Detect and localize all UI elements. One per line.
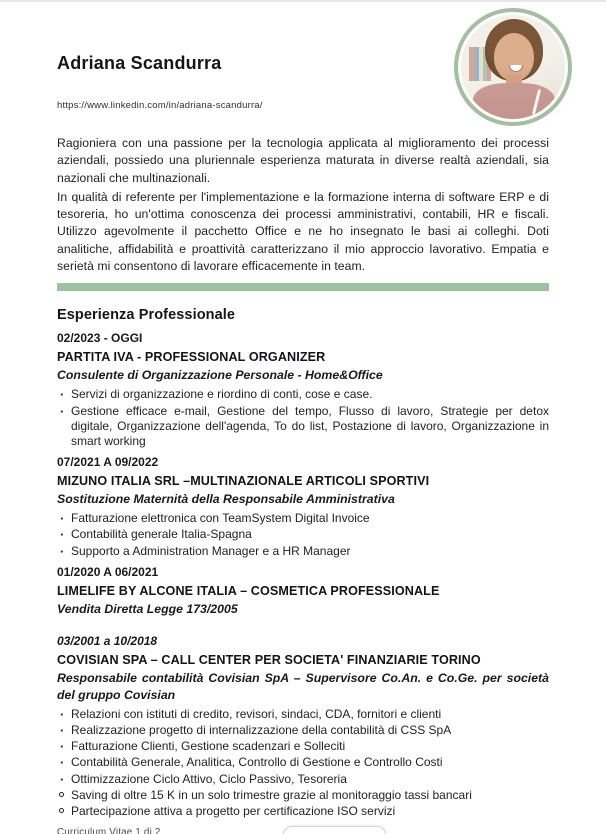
list-item xyxy=(59,527,549,542)
list-item xyxy=(59,544,549,559)
job-company: MIZUNO ITALIA SRL –MULTINAZIONALE ARTICOLI SPORTIVI xyxy=(57,474,430,489)
job-company: COVISIAN SPA – CALL CENTER PER SOCIETA' FINANZIARIE TORINO xyxy=(57,652,481,667)
job-entry xyxy=(57,330,549,449)
job-entry xyxy=(57,633,549,819)
job-dates: 03/2001 a 10/2018 xyxy=(57,633,158,648)
job-entry xyxy=(57,564,549,618)
job-company: PARTITA IVA - PROFESSIONAL ORGANIZER xyxy=(57,350,326,365)
bullet-marker-icon xyxy=(59,387,69,402)
list-item xyxy=(59,755,549,770)
cv-content-column xyxy=(57,0,549,820)
job-bullet-list xyxy=(57,707,549,819)
list-item xyxy=(59,739,549,754)
bullet-marker-icon xyxy=(59,755,69,770)
bullet-marker-icon xyxy=(59,788,69,803)
section-divider xyxy=(57,283,549,291)
list-item-text: Fatturazione Clienti, Gestione scadenzari e Solleciti xyxy=(71,739,346,754)
list-item xyxy=(59,772,549,787)
experience-section-title: Esperienza Professionale xyxy=(57,307,236,324)
page-title: Adriana Scandurra xyxy=(57,53,222,73)
list-item xyxy=(59,404,549,450)
list-item-text: Realizzazione progetto di internalizzazione della contabilità di CSS SpA xyxy=(71,723,452,737)
bullet-marker-icon xyxy=(59,723,69,738)
bullet-marker-icon xyxy=(59,707,69,722)
list-item xyxy=(59,387,549,402)
job-role: Sostituzione Maternità della Responsabile Amministrativa xyxy=(57,492,395,507)
bullet-marker-icon xyxy=(59,544,69,559)
list-item-text: Supporto a Administration Manager e a HR Manager xyxy=(71,543,351,558)
list-item-text: Servizi di organizzazione e riordino di conti, cose e case. xyxy=(71,387,373,402)
list-item-text: Contabilità generale Italia-Spagna xyxy=(71,527,252,542)
list-item-text: Relazioni con istituti di credito, revisori, sindaci, CDA, fornitori e clienti xyxy=(71,706,442,721)
list-item xyxy=(59,707,549,722)
job-role: Vendita Diretta Legge 173/2005 xyxy=(57,601,238,616)
job-entry xyxy=(57,454,549,559)
bullet-marker-icon xyxy=(59,527,69,542)
list-item-text: Contabilità Generale, Analitica, Controllo di Gestione e Controllo Costi xyxy=(71,755,443,770)
summary-paragraph: Ragioniera con una passione per la tecnologia applicata al miglioramento dei processi aziendali, possiedo una pluriennale esperienza maturata in diverse realtà aziendali, sia nazionali che multinazionali. xyxy=(57,136,549,185)
bullet-marker-icon xyxy=(59,772,69,787)
summary-paragraph: In qualità di referente per l'implementazione e la formazione interna di software ERP e di tesoreria, ho un'ottima conoscenza dei processi amministrativi, contabili, HR e fiscali. Utilizzo agevolmente il pacchetto Office e ne ho insegnato le basi ai colleghi. Doti analitiche, affidabilità e proattività caratterizzano il mio approccio lavorativo. Empatia e serietà mi consentono di lavorare efficacemente in team. xyxy=(57,189,549,274)
linkedin-link[interactable]: https://www.linkedin.com/in/adriana-scandurra/ xyxy=(57,100,263,111)
list-item-text: Saving di oltre 15 K in un solo trimestre grazie al monitoraggio tassi bancari xyxy=(71,787,472,802)
jobs-list xyxy=(57,330,549,819)
job-dates: 02/2023 - OGGI xyxy=(57,331,143,346)
list-item xyxy=(59,788,549,803)
job-role: Consulente di Organizzazione Personale - Home&Office xyxy=(57,368,383,383)
job-dates: 07/2021 A 09/2022 xyxy=(57,455,159,470)
job-bullet-list xyxy=(57,387,549,449)
list-item xyxy=(59,723,549,738)
list-item-text: Partecipazione attiva a progetto per certificazione ISO servizi xyxy=(71,804,396,819)
list-item-text: Ottimizzazione Ciclo Attivo, Ciclo Passivo, Tesoreria xyxy=(71,771,347,786)
bullet-marker-icon xyxy=(59,739,69,754)
bullet-marker-icon xyxy=(59,804,69,819)
job-dates: 01/2020 A 06/2021 xyxy=(57,564,159,579)
list-item-text: Fatturazione elettronica con TeamSystem Digital Invoice xyxy=(71,511,370,526)
list-item xyxy=(59,804,549,819)
summary-section xyxy=(57,135,549,275)
bullet-marker-icon xyxy=(59,511,69,526)
list-item-text: Gestione efficace e-mail, Gestione del tempo, Flusso di lavoro, Strategie per detox digitale, Organizzazione dell'agenda, To do list, Postazione di lavoro, Organizzazione in smart working xyxy=(71,403,549,448)
viewer-floating-toolbar[interactable] xyxy=(283,826,386,834)
page-footer: Curriculum Vitae 1 di 2 xyxy=(57,827,161,834)
job-role: Responsabile contabilità Covisian SpA – Supervisore Co.An. e Co.Ge. per società del gruppo Covisian xyxy=(57,670,549,702)
job-bullet-list xyxy=(57,511,549,559)
job-company: LIMELIFE BY ALCONE ITALIA – COSMETICA PROFESSIONALE xyxy=(57,583,440,598)
list-item xyxy=(59,511,549,526)
bullet-marker-icon xyxy=(59,404,69,419)
